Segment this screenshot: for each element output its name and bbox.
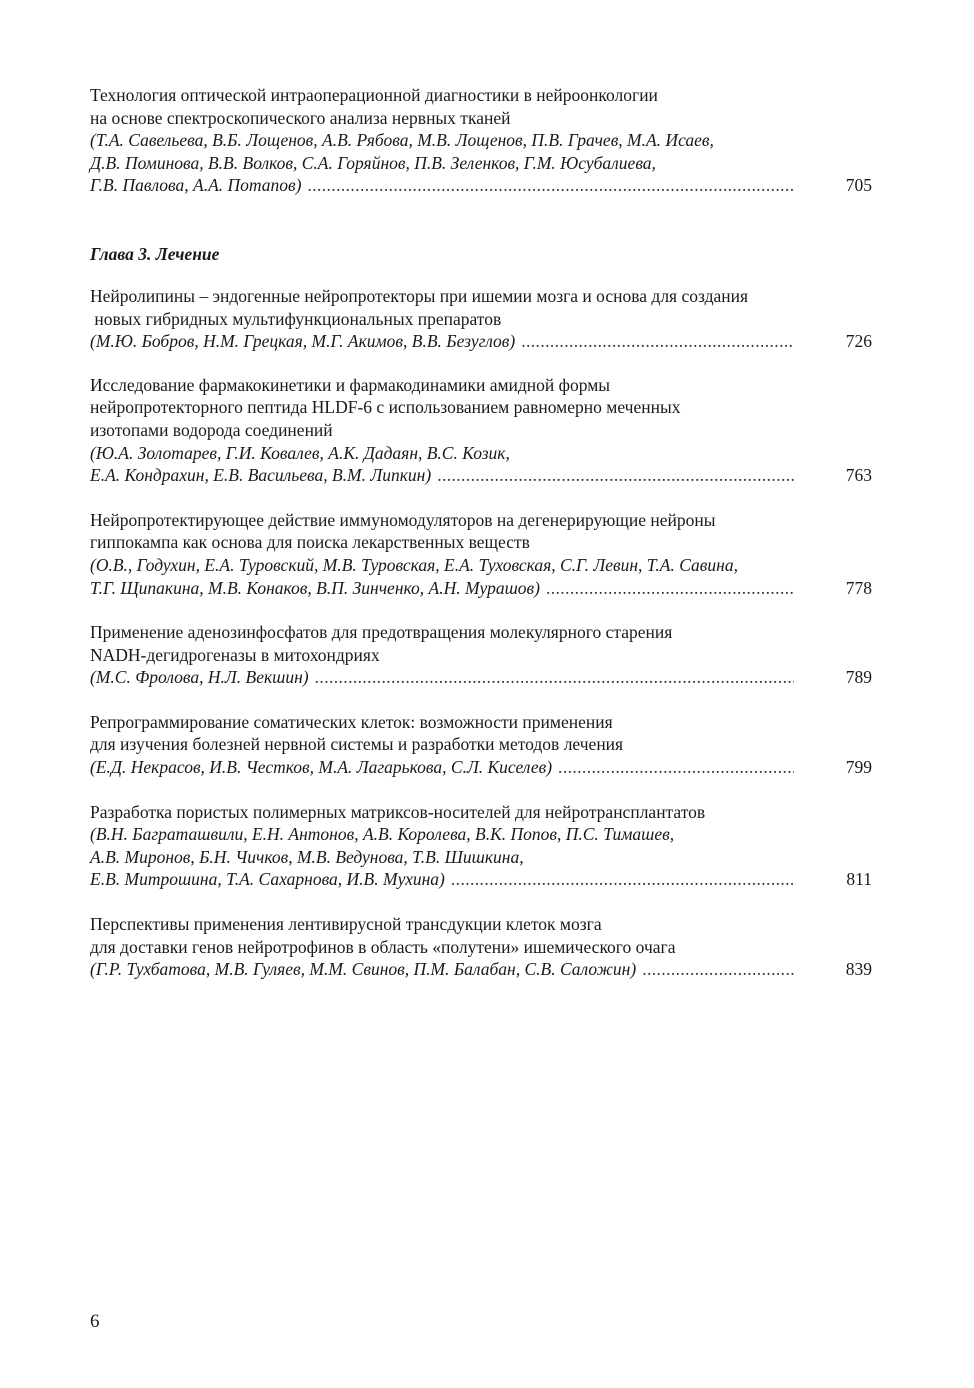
entry-authors-line: (Т.А. Савельева, В.Б. Лощенов, А.В. Рябова, М.В. Лощенов, П.В. Грачев, М.А. Исаев,	[90, 130, 714, 151]
entry-page-number: 799	[845, 757, 872, 778]
entry-final-line	[90, 577, 872, 600]
entry-title-line: для доставки генов нейротрофинов в область «полутени» ишемического очага	[90, 936, 676, 957]
toc-entry	[90, 913, 872, 981]
toc-entry	[90, 84, 872, 197]
entry-authors-line: Е.А. Кондрахин, Е.В. Васильева, В.М. Липкин)	[90, 465, 432, 486]
entry-authors-line: (Ю.А. Золотарев, Г.И. Ковалев, А.К. Дадаян, В.С. Козик,	[90, 442, 510, 463]
entry-authors-line: Е.В. Митрошина, Т.А. Сахарнова, И.В. Мухина)	[90, 869, 445, 890]
toc-entry	[90, 801, 872, 891]
entry-final-line	[90, 756, 872, 779]
entry-authors-line: (М.Ю. Бобров, Н.М. Грецкая, М.Г. Акимов, В.В. Безуглов)	[90, 331, 516, 352]
entry-title-line: Технология оптической интраоперационной диагностики в нейроонкологии	[90, 85, 658, 105]
dot-leader	[451, 868, 795, 891]
dot-leader	[642, 958, 794, 981]
table-of-contents	[90, 84, 872, 981]
entry-page-number: 763	[845, 465, 872, 486]
toc-entry	[90, 374, 872, 487]
entry-authors-line: А.В. Миронов, Б.Н. Чичков, М.В. Ведунова, Т.В. Шишкина,	[90, 846, 524, 867]
entry-final-line	[90, 174, 872, 197]
entry-title-line: нейропротекторного пептида HLDF-6 с использованием равномерно меченных	[90, 397, 681, 418]
toc-entry	[90, 711, 872, 779]
entry-page-number: 705	[845, 175, 872, 196]
entry-authors-line: (В.Н. Баграташвили, Е.Н. Антонов, А.В. Королева, В.К. Попов, П.С. Тимашев,	[90, 824, 675, 845]
entry-title-line: Применение аденозинфосфатов для предотвращения молекулярного старения	[90, 622, 673, 643]
entry-title-line: гиппокампа как основа для поиска лекарственных веществ	[90, 532, 530, 553]
dot-leader	[437, 464, 794, 487]
entry-title-line: Нейролипины – эндогенные нейропротекторы при ишемии мозга и основа для создания	[90, 285, 749, 306]
page-number: 6	[90, 1311, 100, 1332]
entry-authors-line: (Е.Д. Некрасов, И.В. Честков, М.А. Лагарькова, С.Л. Киселев)	[90, 757, 553, 778]
entry-title-line: Нейропротектирующее действие иммуномодуляторов на дегенерирующие нейроны	[90, 509, 716, 530]
toc-entry	[90, 509, 872, 599]
entry-final-line	[90, 666, 872, 689]
dot-leader	[307, 174, 793, 197]
dot-leader	[546, 577, 794, 600]
entry-authors-line: (М.С. Фролова, Н.Л. Векшин)	[90, 667, 309, 688]
entry-final-line	[90, 464, 872, 487]
entry-page-number: 839	[845, 959, 872, 980]
toc-entry	[90, 621, 872, 689]
entry-title-line: NADH-дегидрогеназы в митохондриях	[90, 644, 380, 665]
entry-authors-line: (О.В., Годухин, Е.А. Туровский, М.В. Туровская, Е.А. Туховская, С.Г. Левин, Т.А. Савина,	[90, 554, 738, 575]
entry-title-line: изотопами водорода соединений	[90, 419, 333, 440]
entry-title-line: на основе спектроскопического анализа нервных тканей	[90, 107, 511, 128]
entry-page-number: 778	[845, 577, 872, 598]
toc-entry	[90, 285, 872, 353]
entry-final-line	[90, 958, 872, 981]
entry-page-number: 811	[846, 869, 872, 890]
entry-title-line: новых гибридных мультифункциональных препаратов	[90, 308, 502, 329]
entry-title-line: Репрограммирование соматических клеток: возможности применения	[90, 711, 613, 732]
entry-title-line: Перспективы применения лентивирусной трансдукции клеток мозга	[90, 914, 602, 935]
entry-authors-line: Т.Г. Щипакина, М.В. Конаков, В.П. Зинченко, А.Н. Мурашов)	[90, 577, 540, 598]
entry-page-number: 789	[845, 667, 872, 688]
entry-authors-line: Д.В. Поминова, В.В. Волков, С.А. Горяйнов, П.В. Зеленков, Г.М. Юсубалиева,	[90, 152, 656, 173]
entry-page-number: 726	[845, 331, 872, 352]
entry-title-line: Исследование фармакокинетики и фармакодинамики амидной формы	[90, 374, 611, 395]
entry-final-line	[90, 868, 872, 891]
chapter-heading: Глава 3. Лечение	[90, 243, 220, 264]
entry-title-line: для изучения болезней нервной системы и разработки методов лечения	[90, 734, 624, 755]
entry-title-line: Разработка пористых полимерных матриксов-носителей для нейротрансплантатов	[90, 801, 706, 822]
entry-final-line	[90, 330, 872, 353]
entry-authors-line: (Г.Р. Тухбатова, М.В. Гуляев, М.М. Свинов, П.М. Балабан, С.В. Саложин)	[90, 959, 637, 980]
entry-authors-line: Г.В. Павлова, А.А. Потапов)	[90, 175, 302, 196]
dot-leader	[315, 666, 794, 689]
dot-leader	[521, 330, 794, 353]
dot-leader	[558, 756, 794, 779]
